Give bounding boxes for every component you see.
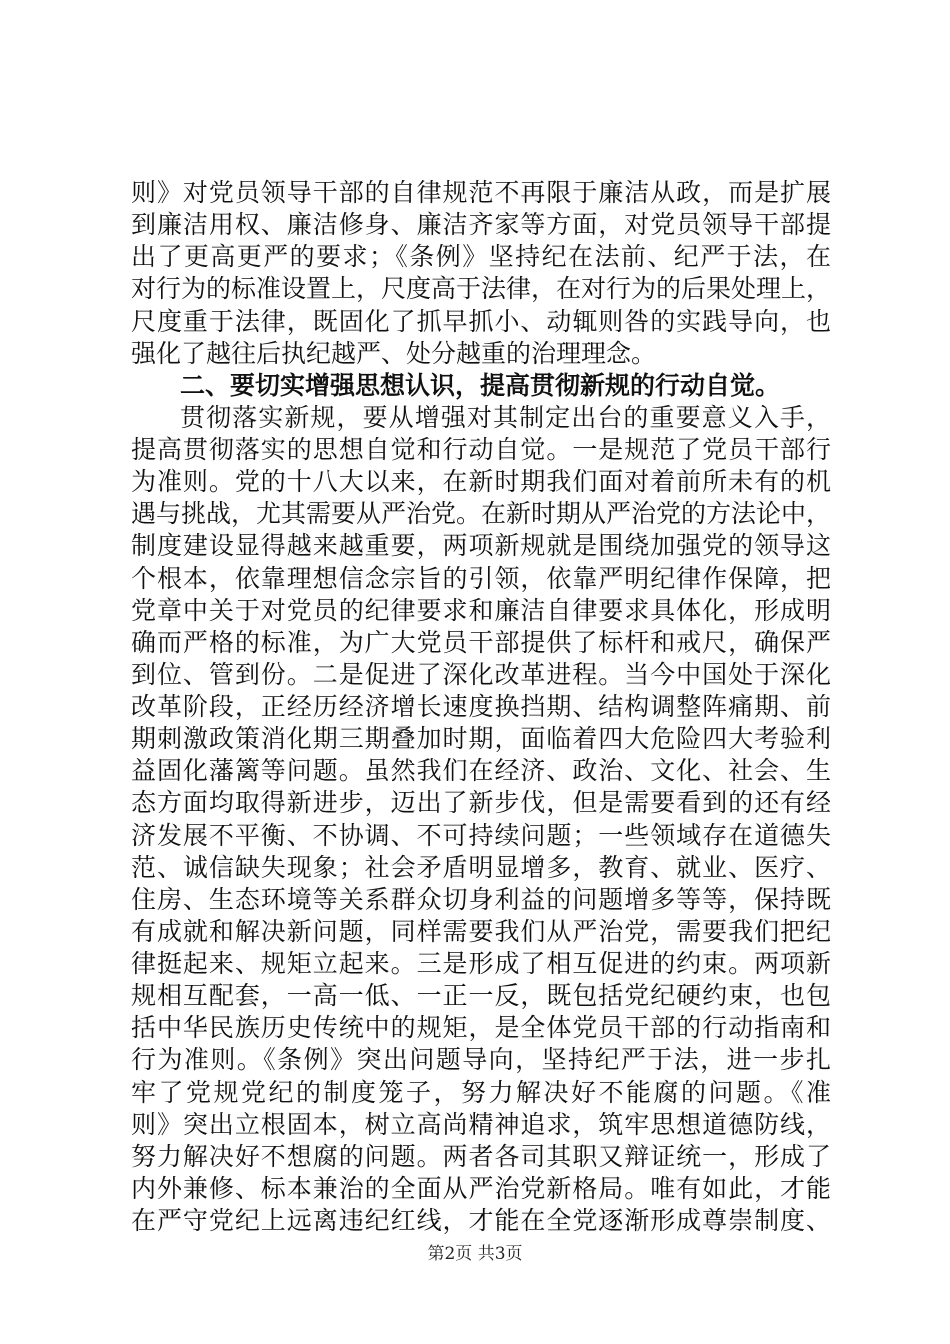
text-line: 态方面均取得新进步，迈出了新步伐，但是需要看到的还有经 [131,788,831,817]
text-line: 则》突出立根固本，树立高尚精神追求，筑牢思想道德防线， [131,1110,831,1139]
text-line: 益固化藩篱等问题。虽然我们在经济、政治、文化、社会、生 [131,756,831,785]
text-line: 个根本，依靠理想信念宗旨的引领，依靠严明纪律作保障，把 [131,564,831,593]
page-number: 第2页 共3页 [427,1244,523,1264]
text-line: 有成就和解决新问题，同样需要我们从严治党，需要我们把纪 [131,917,831,946]
text-line: 到位、管到份。二是促进了深化改革进程。当今中国处于深化 [131,660,831,689]
text-line: 在严守党纪上远离违纪红线，才能在全党逐渐形成尊崇制度、 [131,1206,831,1235]
text-line: 对行为的标准设置上，尺度高于法律，在对行为的后果处理上， [131,274,832,303]
text-line: 努力解决好不想腐的问题。两者各司其职又辩证统一，形成了 [131,1142,831,1171]
text-line: 住房、生态环境等关系群众切身利益的问题增多等等，保持既 [131,885,831,914]
text-line: 括中华民族历史传统中的规矩，是全体党员干部的行动指南和 [131,1013,831,1042]
text-line: 牢了党规党纪的制度笼子，努力解决好不能腐的问题。《准 [131,1078,831,1107]
text-line: 内外兼修、标本兼治的全面从严治党新格局。唯有如此，才能 [131,1174,831,1203]
text-line: 贯彻落实新规，要从增强对其制定出台的重要意义入手， [180,403,831,432]
text-line: 则》对党员领导干部的自律规范不再限于廉洁从政，而是扩展 [131,178,831,207]
text-line: 强化了越往后执纪越严、处分越重的治理理念。 [131,339,657,368]
text-line: 行为准则。《条例》突出问题导向，坚持纪严于法，进一步扎 [131,1045,831,1074]
text-line: 出了更高更严的要求；《条例》坚持纪在法前、纪严于法，在 [131,242,831,271]
section-heading: 二、要切实增强思想认识，提高贯彻新规的行动自觉。 [180,371,781,400]
text-line: 党章中关于对党员的纪律要求和廉洁自律要求具体化，形成明 [131,596,831,625]
text-line: 确而严格的标准，为广大党员干部提供了标杆和戒尺，确保严 [131,628,831,657]
text-line: 期刺激政策消化期三期叠加时期，面临着四大危险四大考验利 [131,724,831,753]
text-line: 规相互配套，一高一低、一正一反，既包括党纪硬约束，也包 [131,981,831,1010]
text-line: 到廉洁用权、廉洁修身、廉洁齐家等方面，对党员领导干部提 [131,210,831,239]
text-line: 律挺起来、规矩立起来。三是形成了相互促进的约束。两项新 [131,949,831,978]
text-line: 提高贯彻落实的思想自觉和行动自觉。一是规范了党员干部行 [131,435,831,464]
text-line: 改革阶段，正经历经济增长速度换挡期、结构调整阵痛期、前 [131,692,831,721]
text-line: 制度建设显得越来越重要，两项新规就是围绕加强党的领导这 [131,531,831,560]
text-line: 为准则。党的十八大以来，在新时期我们面对着前所未有的机 [131,467,831,496]
text-line: 尺度重于法律，既固化了抓早抓小、动辄则咎的实践导向，也 [131,307,831,336]
text-line: 济发展不平衡、不协调、不可持续问题；一些领域存在道德失 [131,821,831,850]
text-line: 遇与挑战，尤其需要从严治党。在新时期从严治党的方法论中， [131,499,832,528]
text-line: 范、诚信缺失现象；社会矛盾明显增多，教育、就业、医疗、 [131,853,831,882]
